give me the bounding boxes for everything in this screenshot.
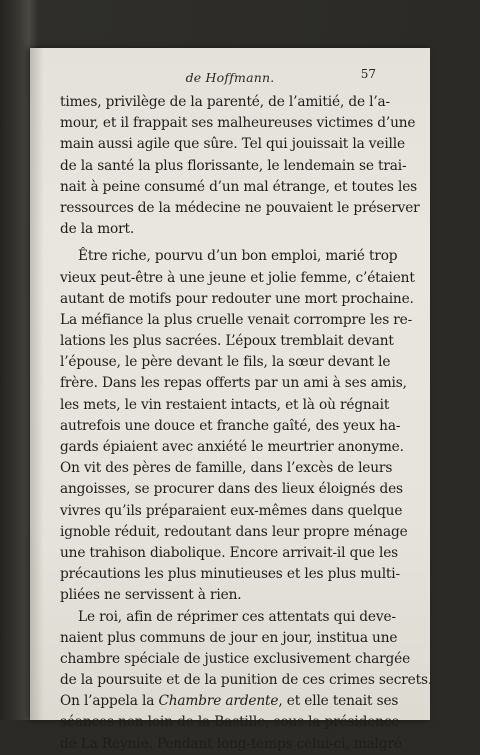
text-line: une trahison diabolique. Encore arrivait-il que les bbox=[60, 544, 399, 561]
page-number: 57 bbox=[360, 67, 376, 81]
italic-term: Chambre ardente bbox=[158, 693, 279, 710]
text-line: les mets, le vin restaient intacts, et là où régnait bbox=[60, 396, 390, 413]
text-line: chambre spéciale de justice exclusivement chargée bbox=[60, 650, 411, 667]
book-page bbox=[30, 48, 433, 752]
text-line: l’épouse, le père devant le fils, la sœur devant le bbox=[60, 354, 391, 371]
text-line: La méfiance la plus cruelle venait corrompre les re- bbox=[60, 311, 413, 328]
text-line: times, privilège de la parenté, de l’amitié, de l’a- bbox=[60, 94, 391, 110]
text-line: lations les plus sacrées. L’époux tremblait devant bbox=[60, 333, 394, 350]
text-line: mour, et il frappait ses malheureuses victimes d’une bbox=[60, 115, 416, 132]
running-head: de Hoffmann. bbox=[185, 70, 275, 85]
text-line: ressources de la médecine ne pouvaient le préserver bbox=[60, 199, 420, 216]
page-header bbox=[30, 67, 430, 90]
text-line: pliées ne servissent à rien. bbox=[60, 587, 242, 604]
body-text bbox=[60, 92, 433, 755]
text-line: angoisses, se procurer dans des lieux éloignés des bbox=[60, 481, 403, 498]
text-line: de la santé la plus florissante, le lendemain se trai- bbox=[60, 157, 407, 174]
text-line: de La Reynie. Pendant long-temps celui-ci, malgré bbox=[60, 735, 402, 752]
text-line: précautions les plus minutieuses et les plus multi- bbox=[60, 566, 400, 583]
text-line: autrefois une douce et franche gaîté, des yeux ha- bbox=[60, 417, 401, 434]
text-line: Être riche, pourvu d’un bon emploi, marié trop bbox=[78, 248, 398, 265]
text-line: vieux peut-être à une jeune et jolie femme, c’étaient bbox=[60, 269, 415, 286]
text-line: gards épiaient avec anxiété le meurtrier anonyme. bbox=[60, 439, 404, 455]
text-line: On vit des pères de famille, dans l’excès de leurs bbox=[60, 460, 393, 477]
text-line: de la mort. bbox=[60, 221, 135, 238]
text-line: autant de motifs pour redouter une mort prochaine. bbox=[60, 290, 414, 307]
text-line: frère. Dans les repas offerts par un ami à ses amis, bbox=[60, 375, 407, 392]
text-line: de la poursuite et de la punition de ces crimes secrets. bbox=[60, 672, 433, 689]
text-line: séances non loin de la Bastille, sous la présidence bbox=[60, 714, 400, 731]
text-line: vivres qu’ils préparaient eux-mêmes dans quelque bbox=[60, 502, 403, 519]
text-line: On l’appela la Chambre ardente, et elle tenait ses bbox=[60, 693, 399, 710]
text-line: Le roi, afin de réprimer ces attentats qui deve- bbox=[78, 608, 396, 625]
text-line: nait à peine consumé d’un mal étrange, et toutes les bbox=[60, 178, 418, 195]
text-line: ignoble réduit, redoutant dans leur propre ménage bbox=[60, 523, 408, 540]
text-line: naient plus communs de jour en jour, institua une bbox=[60, 629, 398, 646]
text-line: main aussi agile que sûre. Tel qui jouissait la veille bbox=[60, 136, 405, 153]
